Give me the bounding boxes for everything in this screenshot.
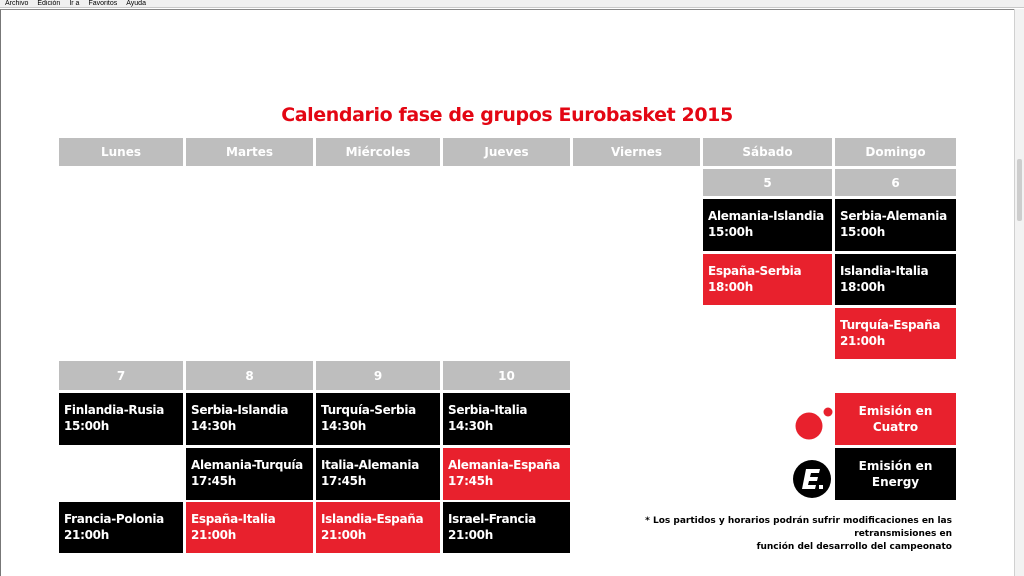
match-teams: Turquía-España [840,318,941,332]
day-header-martes: Martes [186,138,313,166]
disclaimer-note [584,515,952,554]
menu-ayuda[interactable]: Ayuda [126,0,146,7]
menu-favoritos[interactable]: Favoritos [88,0,118,7]
match-time: 14:30h [321,419,366,433]
date-cell: 10 [443,361,570,390]
day-header-miercoles: Miércoles [316,138,440,166]
menu-edicion[interactable]: Edición [37,0,61,7]
date-cell: 7 [59,361,183,390]
legend-cuatro-line1: Emisión en [858,404,933,418]
match-time: 18:00h [840,280,885,294]
cuatro-logo-icon [795,406,835,442]
match-time: 21:00h [448,528,493,542]
legend-cuatro [835,393,956,445]
match-cell [703,254,832,305]
match-cell [59,502,183,553]
match-cell [186,393,313,445]
match-time: 21:00h [191,528,236,542]
menu-bar [0,0,1024,8]
match-time: 18:00h [708,280,753,294]
match-teams: Israel-Francia [448,512,536,526]
match-cell [443,393,570,445]
day-header-jueves: Jueves [443,138,570,166]
legend-energy-line2: Energy [871,475,920,489]
match-teams: España-Serbia [708,264,802,278]
match-time: 21:00h [64,528,109,542]
date-cell: 5 [703,169,832,196]
match-cell [835,199,956,251]
match-time: 15:00h [840,225,885,239]
date-cell: 8 [186,361,313,390]
day-header-domingo: Domingo [835,138,956,166]
match-time: 17:45h [448,474,493,488]
note-line1: * Los partidos y horarios podrán sufrir modificaciones en las retransmisiones en [645,516,952,539]
match-teams: Islandia-España [321,512,424,526]
match-time: 17:45h [191,474,236,488]
day-header-sabado: Sábado [703,138,832,166]
match-time: 14:30h [191,419,236,433]
match-teams: Alemania-España [448,458,561,472]
match-cell [316,393,440,445]
match-cell [443,448,570,500]
match-cell [59,393,183,445]
match-time: 15:00h [708,225,753,239]
day-header-viernes: Viernes [573,138,700,166]
match-cell [835,254,956,305]
legend-cuatro-line2: Cuatro [872,420,919,434]
match-teams: Islandia-Italia [840,264,929,278]
energy-logo-icon [792,459,832,499]
day-header-lunes: Lunes [59,138,183,166]
menu-ir-a[interactable]: Ir a [69,0,80,7]
match-cell [316,502,440,553]
page-title: Calendario fase de grupos Eurobasket 2015 [281,104,733,126]
match-cell [703,199,832,251]
scrollbar-thumb[interactable] [1017,159,1022,221]
match-cell [186,502,313,553]
match-teams: España-Italia [191,512,276,526]
match-teams: Serbia-Islandia [191,403,289,417]
note-line2: función del desarrollo del campeonato [756,542,952,552]
match-teams: Alemania-Islandia [708,209,824,223]
match-teams: Turquía-Serbia [321,403,416,417]
match-time: 14:30h [448,419,493,433]
match-teams: Finlandia-Rusia [64,403,165,417]
legend-energy [835,448,956,500]
match-teams: Serbia-Italia [448,403,528,417]
match-teams: Serbia-Alemania [840,209,947,223]
match-cell [316,448,440,500]
date-cell: 6 [835,169,956,196]
menu-archivo[interactable]: Archivo [5,0,29,7]
match-cell [186,448,313,500]
legend-energy-line1: Emisión en [858,459,933,473]
match-cell [443,502,570,553]
match-time: 21:00h [321,528,366,542]
match-time: 17:45h [321,474,366,488]
vertical-scrollbar[interactable] [1014,9,1024,576]
match-cell [835,308,956,359]
match-teams: Francia-Polonia [64,512,164,526]
match-time: 21:00h [840,334,885,348]
date-cell: 9 [316,361,440,390]
match-teams: Italia-Alemania [321,458,419,472]
match-time: 15:00h [64,419,109,433]
match-teams: Alemania-Turquía [191,458,303,472]
